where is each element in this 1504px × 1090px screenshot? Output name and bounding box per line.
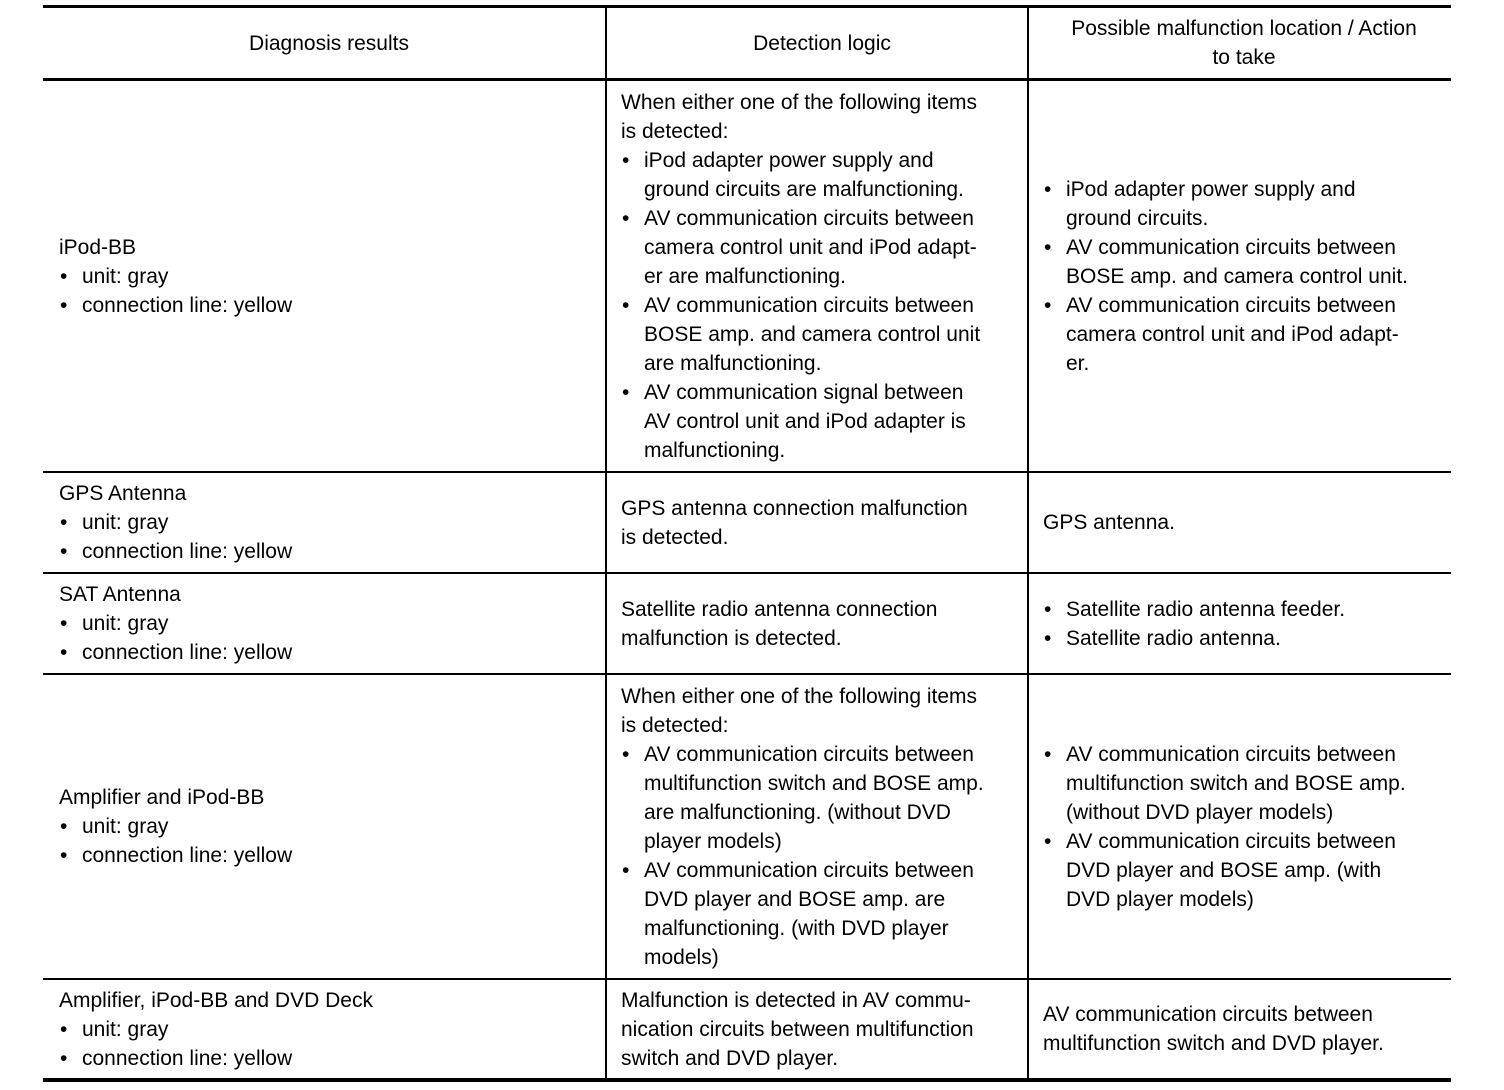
table-bottom-rule: [43, 1078, 1451, 1082]
logic-intro-line: When either one of the following items: [621, 90, 978, 114]
diagnosis-bullet: • connection line: yellow: [59, 291, 599, 320]
diagnosis-cell: [59, 574, 599, 673]
action-cell: [1043, 675, 1445, 978]
column-divider: [605, 5, 607, 1080]
detection-logic-cell: [621, 675, 1023, 978]
header-diagnosis-results: Diagnosis results: [249, 31, 409, 55]
action-bullet: • Satellite radio antenna feeder.: [1043, 595, 1445, 624]
detection-logic-cell: Satellite radio antenna connection malfunction is detected.: [621, 597, 938, 650]
logic-bullet: • AV communication circuits between multifunction switch and BOSE amp. are malfunctioning. (without DVD player models): [621, 740, 1023, 856]
action-cell: [1043, 81, 1445, 471]
action-cell: [1043, 574, 1445, 673]
column-divider: [1027, 5, 1029, 1080]
action-bullet: • AV communication circuits between DVD player and BOSE amp. (with DVD player models): [1043, 827, 1445, 914]
logic-intro-line: is detected:: [621, 119, 729, 143]
diagnosis-cell: [59, 980, 599, 1078]
diagnosis-bullet: • connection line: yellow: [59, 1044, 599, 1073]
diagnosis-bullet: • connection line: yellow: [59, 638, 599, 667]
logic-bullet: • AV communication circuits between camera control unit and iPod adapt- er are malfunctioning.: [621, 204, 1023, 291]
detection-logic-cell: GPS antenna connection malfunction is detected.: [621, 496, 968, 549]
logic-bullet: • iPod adapter power supply and ground circuits are malfunctioning.: [621, 146, 1023, 204]
diagnosis-cell: [59, 81, 599, 471]
logic-intro-line: When either one of the following items: [621, 684, 978, 708]
action-bullet: • AV communication circuits between BOSE amp. and camera control unit.: [1043, 233, 1445, 291]
action-cell: AV communication circuits between multifunction switch and DVD player.: [1043, 1003, 1384, 1055]
diagnosis-bullet: • connection line: yellow: [59, 537, 599, 566]
diagnosis-bullet: • unit: gray: [59, 609, 599, 638]
diagnosis-title: iPod-BB: [59, 235, 137, 259]
diagnosis-bullet: • unit: gray: [59, 508, 599, 537]
diagnosis-bullet: • unit: gray: [59, 812, 599, 841]
diagnosis-title: SAT Antenna: [59, 583, 181, 606]
diagnosis-title: Amplifier and iPod-BB: [59, 786, 265, 809]
detection-logic-cell: Malfunction is detected in AV commu- nication circuits between multifunction switch and DVD player.: [621, 988, 974, 1070]
diagnosis-title: Amplifier, iPod-BB and DVD Deck: [59, 988, 373, 1012]
logic-bullet: • AV communication circuits between DVD player and BOSE amp. are malfunctioning. (with DVD player models): [621, 856, 1023, 972]
diagnosis-bullet: • unit: gray: [59, 262, 599, 291]
diagnosis-cell: [59, 675, 599, 978]
logic-bullet: • AV communication circuits between BOSE amp. and camera control unit are malfunctioning.: [621, 291, 1023, 378]
diagnosis-bullet: • unit: gray: [59, 1015, 599, 1044]
diagnosis-title: GPS Antenna: [59, 482, 187, 505]
action-bullet: • AV communication circuits between multifunction switch and BOSE amp. (without DVD player models): [1043, 740, 1445, 827]
header-detection-logic: Detection logic: [753, 31, 891, 55]
diagnosis-bullet: • connection line: yellow: [59, 841, 599, 870]
diagnosis-cell: [59, 473, 599, 572]
diagnosis-table: [43, 5, 1451, 1082]
action-bullet: • Satellite radio antenna.: [1043, 624, 1445, 653]
action-cell: GPS antenna.: [1043, 511, 1175, 534]
detection-logic-cell: [621, 81, 1023, 471]
action-bullet: • AV communication circuits between camera control unit and iPod adapt- er.: [1043, 291, 1445, 378]
header-action: Possible malfunction location / Action to take: [1071, 17, 1417, 69]
action-bullet: • iPod adapter power supply and ground circuits.: [1043, 175, 1445, 233]
logic-bullet: • AV communication signal between AV control unit and iPod adapter is malfunctioning.: [621, 378, 1023, 465]
logic-intro-line: is detected:: [621, 713, 729, 737]
